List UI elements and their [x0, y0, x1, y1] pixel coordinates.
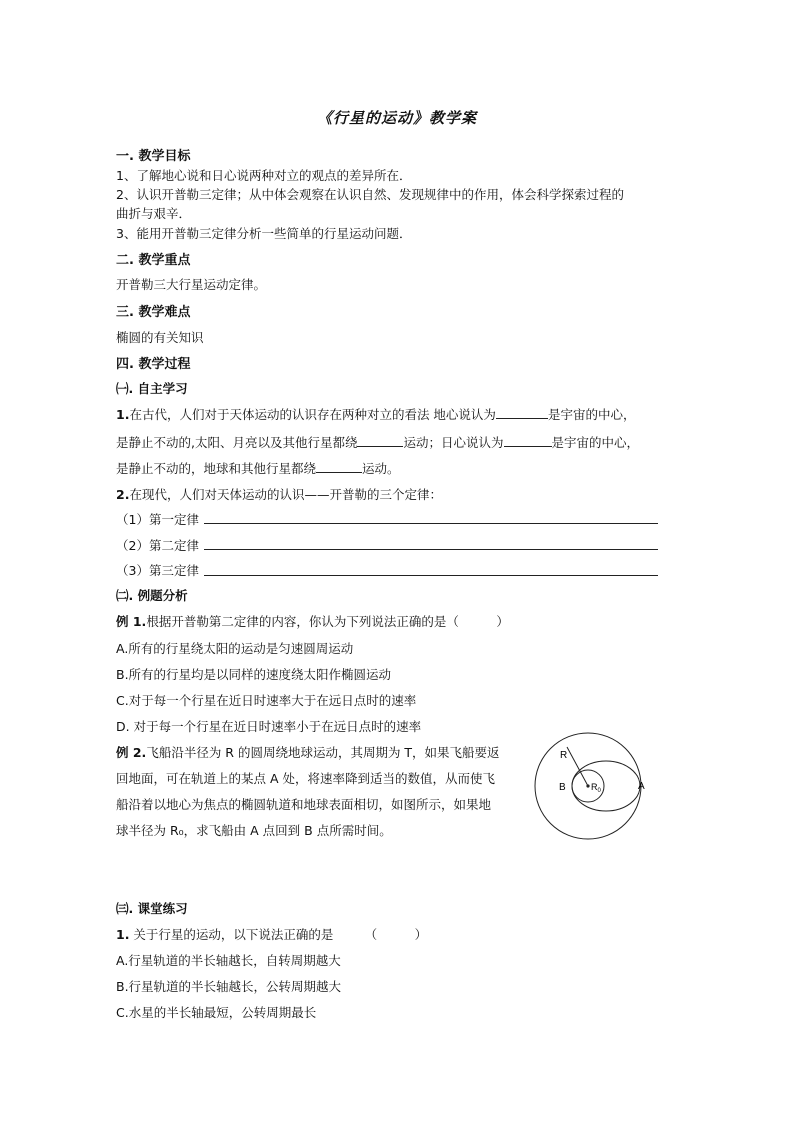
- answer-line-law-2[interactable]: [204, 549, 658, 550]
- question-2-intro: 2.在现代，人们对天体运动的认识——开普勒的三个定律：: [116, 487, 442, 502]
- subsection-self-study: ㈠. 自主学习: [116, 381, 188, 396]
- label-R: R: [560, 750, 568, 761]
- practice-1-option-a: A.行星轨道的半长轴越长，自转周期越大: [116, 953, 341, 968]
- subsection-examples: ㈡. 例题分析: [116, 588, 188, 603]
- section-heading-difficulties: 三. 教学难点: [116, 305, 191, 320]
- fill-blank[interactable]: [316, 459, 362, 473]
- objective-item-3: 3、能用开普勒三定律分析一些简单的行星运动问题．: [116, 226, 412, 241]
- law-3-label: （3）第三定律: [116, 563, 199, 578]
- fill-blank[interactable]: [504, 433, 552, 447]
- label-A: A: [638, 781, 645, 792]
- orbit-diagram: [530, 730, 650, 842]
- objective-item-2-cont: 曲折与艰辛．: [116, 206, 192, 221]
- law-1-label: （1）第一定律: [116, 512, 199, 527]
- example-1-stem: 例 1.根据开普勒第二定律的内容，你认为下列说法正确的是（ ）: [116, 614, 509, 629]
- question-1-number: 1.: [116, 407, 130, 422]
- question-2-number: 2.: [116, 487, 130, 502]
- elliptical-orbit: [572, 761, 640, 811]
- fill-blank[interactable]: [357, 433, 403, 447]
- example-1-option-c: C.对于每一个行星在近日时速率大于在远日点时的速率: [116, 693, 417, 708]
- objective-item-2: 2、认识开普勒三定律；从中体会观察在认识自然、发现规律中的作用，体会科学探索过程的: [116, 187, 624, 202]
- earth-center-dot: [586, 784, 589, 787]
- law-2-label: （2）第二定律: [116, 538, 199, 553]
- practice-1-stem: 1. 关于行星的运动，以下说法正确的是 （ ）: [116, 927, 428, 942]
- example-2-line-4: 球半径为 R₀，求飞船由 A 点回到 B 点所需时间。: [116, 823, 392, 838]
- objective-item-1: 1、了解地心说和日心说两种对立的观点的差异所在．: [116, 168, 412, 183]
- question-1-line-1: 1.在古代，人们对于天体运动的认识存在两种对立的看法 地心说认为 是宇宙的中心，: [116, 407, 636, 422]
- example-2-line-1: 例 2.飞船沿半径为 R 的圆周绕地球运动，其周期为 T，如果飞船要返: [116, 745, 500, 760]
- example-1-option-b: B.所有的行星均是以同样的速度绕太阳作椭圆运动: [116, 667, 392, 682]
- subsection-practice: ㈢. 课堂练习: [116, 901, 188, 916]
- question-1-line-3: 是静止不动的，地球和其他行星都绕 运动。: [116, 461, 400, 476]
- answer-line-law-3[interactable]: [204, 575, 658, 576]
- label-B: B: [559, 782, 566, 793]
- section-heading-key-points: 二. 教学重点: [116, 253, 191, 268]
- fill-blank[interactable]: [496, 405, 548, 419]
- key-points-text: 开普勒三大行星运动定律。: [116, 277, 267, 292]
- question-1-line-2: 是静止不动的,太阳、月亮以及其他行星都绕 运动；日心说认为 是宇宙的中心，: [116, 435, 640, 450]
- practice-1-option-c: C.水星的半长轴最短，公转周期最长: [116, 1005, 317, 1020]
- example-1-option-d: D. 对于每一个行星在近日时速率小于在远日点时的速率: [116, 719, 422, 734]
- page-title: 《行星的运动》教学案: [316, 109, 477, 127]
- example-1-option-a: A.所有的行星绕太阳的运动是匀速圆周运动: [116, 641, 354, 656]
- answer-line-law-1[interactable]: [204, 523, 658, 524]
- example-2-line-3: 船沿着以地心为焦点的椭圆轨道和地球表面相切，如图所示，如果地: [116, 797, 492, 812]
- practice-1-option-b: B.行星轨道的半长轴越长，公转周期越大: [116, 979, 342, 994]
- label-R0: $R_0$: [591, 782, 601, 794]
- difficulties-text: 椭圆的有关知识: [116, 330, 204, 345]
- example-2-line-2: 回地面，可在轨道上的某点 A 处，将速率降到适当的数值，从而使飞: [116, 771, 495, 786]
- section-heading-process: 四. 教学过程: [116, 357, 191, 372]
- section-heading-objectives: 一. 教学目标: [116, 149, 191, 164]
